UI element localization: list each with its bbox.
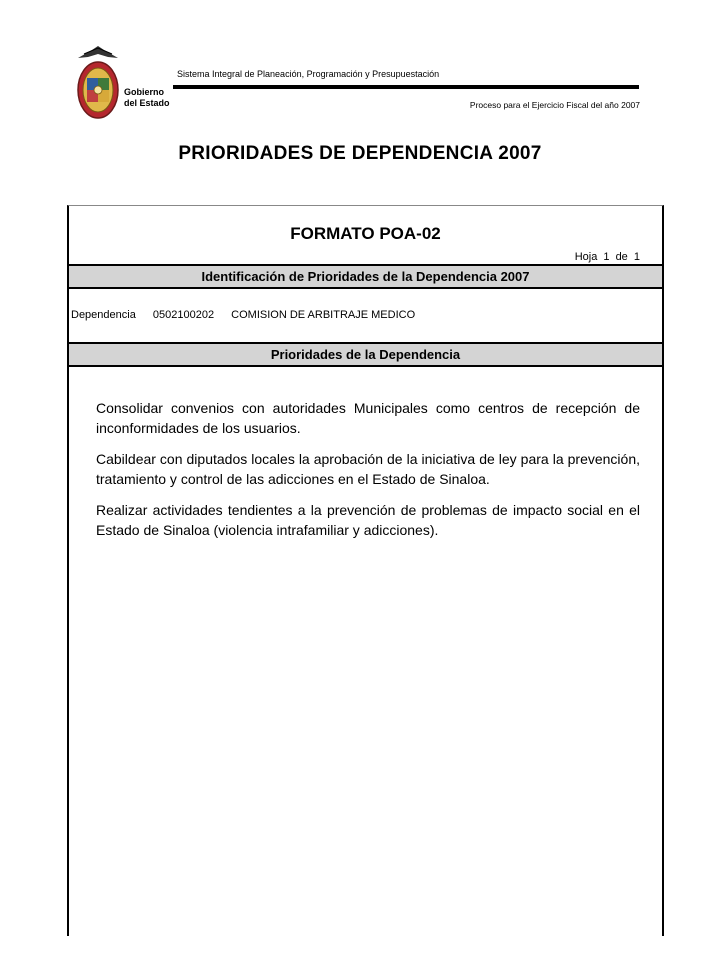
gobierno-line-2: del Estado [124, 98, 170, 108]
header-divider [173, 85, 639, 89]
priorities-list [96, 398, 640, 551]
gobierno-line-1: Gobierno [124, 87, 164, 97]
hoja-label: Hoja [574, 251, 598, 263]
state-coat-of-arms-logo [74, 44, 122, 120]
dependencia-name: COMISION DE ARBITRAJE MEDICO [231, 309, 416, 321]
gobierno-del-estado-label [124, 87, 170, 109]
hoja-total: 1 [633, 251, 640, 263]
dependencia-code: 0502100202 [152, 309, 215, 321]
priority-item: Realizar actividades tendientes a la prevención de problemas de impacto social en el Estado de Sinaloa (violencia intrafamiliar y adicciones). [96, 502, 640, 538]
form-code: FORMATO POA-02 [290, 224, 441, 243]
system-name: Sistema Integral de Planeación, Programación y Presupuestación [177, 69, 440, 79]
page-counter [572, 251, 640, 263]
priority-item: Cabildear con diputados locales la aprobación de la iniciativa de ley para la prevención, tratamiento y control de las adicciones en el Estado de Sinaloa. [96, 451, 640, 487]
hoja-number: 1 [603, 251, 610, 263]
section-prioridades-header: Prioridades de la Dependencia [69, 342, 662, 367]
page-title: PRIORIDADES DE DEPENDENCIA 2007 [178, 143, 542, 164]
section-identificacion-header: Identificación de Prioridades de la Dependencia 2007 [69, 264, 662, 289]
priority-item: Consolidar convenios con autoridades Municipales como centros de recepción de inconformidades de los usuarios. [96, 400, 640, 436]
de-label: de [615, 251, 628, 263]
dependencia-row [71, 309, 429, 321]
dependencia-label: Dependencia [71, 309, 136, 321]
fiscal-process-label: Proceso para el Ejercicio Fiscal del año 2007 [469, 100, 640, 110]
